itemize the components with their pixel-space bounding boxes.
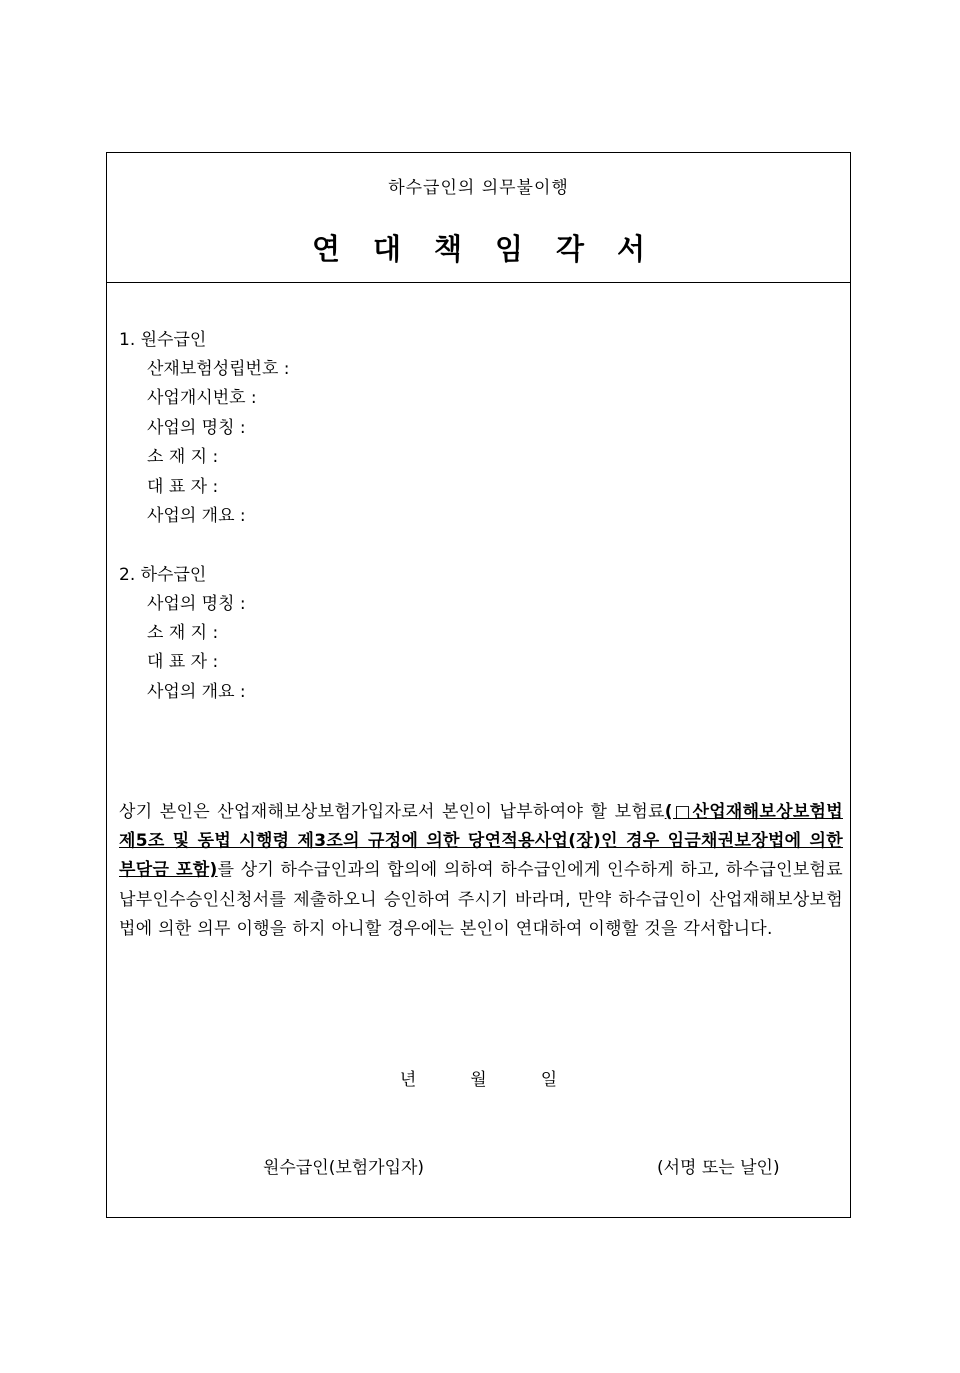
form-header — [107, 153, 850, 283]
field-location: 소 재 지 : — [147, 447, 219, 467]
field-business-start-number: 사업개시번호 : — [147, 388, 257, 408]
field-sub-business-overview: 사업의 개요 : — [147, 682, 246, 702]
form-title: 연대책임각서 — [311, 232, 679, 266]
signature-note: (서명 또는 날인) — [657, 1158, 780, 1178]
field-sub-representative: 대 표 자 : — [147, 652, 219, 672]
pledge-text-part2: 를 상기 하수급인과의 합의에 의하여 하수급인에게 인수하게 하고, 하수급인보험료납부인수승인신청서를 제출하오니 승인하여 주시기 바라며, 만약 하수급인이 산업재해보상보험법에 의한 의무 이행을 하지 아니할 경우에는 본인이 연대하여 이행할 것을 각서합니다. — [119, 860, 843, 939]
field-sub-location: 소 재 지 : — [147, 623, 219, 643]
date-line: 년 월 일 — [399, 1070, 558, 1090]
form-subtitle: 하수급인의 의무불이행 — [388, 178, 569, 198]
field-representative: 대 표 자 : — [147, 477, 219, 497]
field-business-overview: 사업의 개요 : — [147, 506, 246, 526]
section1-heading: 1. 원수급인 — [119, 330, 207, 350]
pledge-form — [106, 152, 851, 1218]
section2-heading: 2. 하수급인 — [119, 565, 207, 585]
pledge-text-part1: 상기 본인은 산업재해보상보험가입자로서 본인이 납부하여야 할 보험료 — [119, 802, 665, 822]
field-sub-business-name: 사업의 명칭 : — [147, 594, 246, 614]
pledge-paragraph — [119, 798, 843, 944]
field-insurance-number: 산재보험성립번호 : — [147, 359, 290, 379]
signer-label: 원수급인(보험가입자) — [263, 1158, 425, 1178]
pledge-emphasis: (□산업재해보상보험법 제5조 및 동법 시행령 제3조의 규정에 의한 당연적용사업(장)인 경우 임금채권보장법에 의한 부담금 포함) — [119, 802, 843, 881]
field-business-name: 사업의 명칭 : — [147, 418, 246, 438]
